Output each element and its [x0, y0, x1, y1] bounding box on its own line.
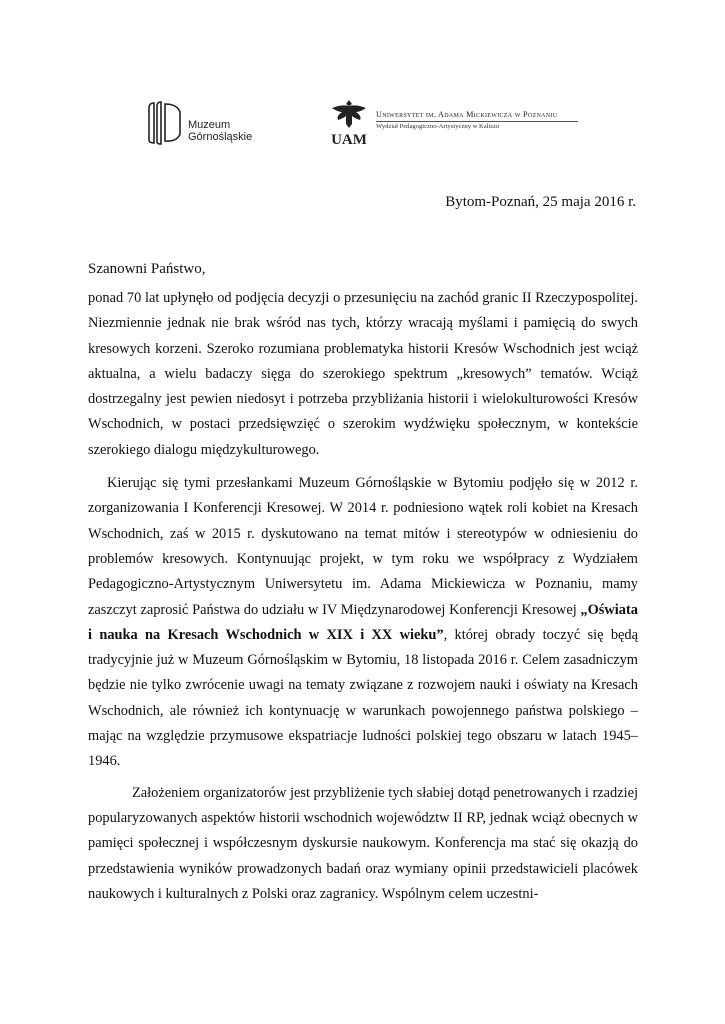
uam-logo-line2: Wydział Pedagogiczno-Artystyczny w Kaliszu — [376, 123, 500, 130]
paragraph-2-rest: , której obrady toczyć się będą tradycyjnie już w Muzeum Górnośląskim w Bytomiu, 18 listopada 2016 r. Celem zasadniczym będzie nie tylko zwrócenie uwagi na tematy związane z rozwojem nauki i oświaty na Kresach Wschodnich, ale również ich kontynuację w warunkach powojennego państwa polskiego – mając na względzie przymusowe ekspatriacje ludności polskiej tego obszaru w latach 1945–1946. — [88, 626, 638, 770]
uam-logo-line1: Uniwersytet im. Adama Mickiewicza w Poznaniu — [376, 110, 558, 119]
museum-logo-text-line2: Górnośląskie — [188, 131, 253, 143]
paragraph-3: Założeniem organizatorów jest przybliżenie tych słabiej dotąd penetrowanych i rzadziej popularyzowanych aspektów historii wschodnich województw II RP, jednak wciąż obecnych w pamięci społecznej i współczesnym dyskursie naukowym. Konferencja ma stać się okazją do przedstawienia wyników prowadzonych badań oraz wymiany opinii przedstawicieli placówek naukowych i kulturalnych z Polski oraz zagranicy. Wspólnym celem uczestni- — [88, 784, 638, 902]
muzeum-gornoslaskie-logo-icon — [146, 100, 186, 146]
museum-logo-text-line1: Muzeum — [188, 119, 231, 131]
uam-mark-text: UAM — [331, 132, 367, 148]
letter-date: Bytom-Poznań, 25 maja 2016 r. — [445, 194, 636, 210]
paragraph-2-intro: Kierując się tymi przesłankami Muzeum Górnośląskie w Bytomiu podjęło się w 2012 r. zorganizowania I Konferencji Kresowej. W 2014 r. podniesiono wątek roli kobiet na Kresach Wschodnich, zaś w 2015 r. dyskutowano na temat mitów i stereotypów w odniesieniu do problemów kresowych. Kontynuując projekt, w tym roku we współpracy z Wydziałem Pedagogiczno-Artystycznym Uniwersytetu im. Adama Mickiewicza w Poznaniu, mamy zaszczyt zaprosić Państwa do udziału w IV Międzynarodowej Konferencji Kresowej — [88, 475, 638, 618]
letter-body — [88, 286, 638, 907]
muzeum-gornoslaskie-logo — [146, 100, 256, 146]
uam-logo — [326, 98, 586, 148]
uam-logo-divider — [376, 121, 578, 122]
uam-eagle-crest-icon — [326, 98, 372, 148]
conference-title: „Oświata i nauka na Kresach Wschodnich w XIX i XX wieku” — [88, 601, 638, 643]
letter-salutation: Szanowni Państwo, — [88, 261, 206, 277]
paragraph-2 — [88, 471, 638, 775]
paragraph-1: ponad 70 lat upłynęło od podjęcia decyzji o przesunięciu na zachód granic II Rzeczypospolitej. Niezmiennie jednak nie brak wśród nas tych, którzy wracają myślami i pamięcią do swych kresowych korzeni. Szeroko rozumiana problematyka historii Kresów Wschodnich jest wciąż aktualna, a wielu badaczy sięga do szerokiego spektrum „kresowych” tematów. Wciąż dostrzegalny jest pewien niedosyt i potrzeba przybliżania historii i wielokulturowości Kresów Wschodnich, w postaci przedsięwzięć o szerokim wydźwięku społecznym, w kontekście szerokiego dialogu międzykulturowego. — [88, 290, 638, 458]
